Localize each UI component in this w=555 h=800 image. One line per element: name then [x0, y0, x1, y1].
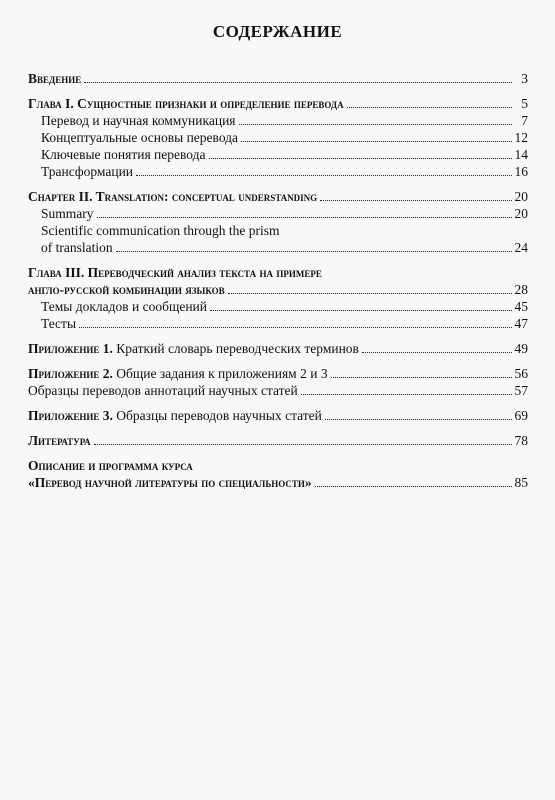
- dot-leader: [301, 394, 512, 395]
- toc-entry-course-line1: Описание и программа курса: [28, 458, 193, 473]
- toc-page-number: 47: [514, 316, 528, 331]
- toc-page-number: 28: [514, 282, 528, 297]
- toc-page-number: 20: [514, 189, 528, 204]
- dot-leader: [325, 419, 512, 420]
- toc-page-number: 45: [514, 299, 528, 314]
- toc-entry-label: Темы докладов и сообщений: [41, 299, 208, 314]
- toc-page-number: 12: [514, 130, 528, 145]
- toc-entry-label: Тесты: [41, 316, 77, 331]
- toc-entry-chapter-3-line1: Глава III. Переводческий анализ текста на примере: [28, 265, 322, 280]
- toc-entry-label: of translation: [41, 240, 113, 255]
- toc-entry-intro[interactable]: [28, 70, 528, 87]
- toc-entry-label: Литература: [28, 433, 91, 448]
- dot-leader: [239, 124, 513, 125]
- toc-page-number: 49: [514, 341, 528, 356]
- toc-entry-ch2-s2-line1: Scientific communication through the prism: [41, 223, 280, 238]
- appendix-title: Общие задания к приложениям 2 и 3: [112, 366, 328, 381]
- toc-page-number: 7: [521, 113, 528, 128]
- toc-page-number: 69: [514, 408, 528, 423]
- toc-entry-ch1-s3[interactable]: [28, 146, 528, 163]
- toc-entry-label: Ключевые понятия перевода: [41, 147, 206, 162]
- toc-entry-label: Summary: [41, 206, 94, 221]
- toc-entry-appendix-2[interactable]: [28, 365, 528, 382]
- dot-leader: [79, 327, 512, 328]
- dot-leader: [94, 444, 512, 445]
- toc-page-number: 56: [514, 366, 528, 381]
- toc-entry-label: Перевод и научная коммуникация: [41, 113, 236, 128]
- toc-entry-label: [28, 407, 322, 424]
- toc-entry-appendix-2-s1[interactable]: [28, 382, 528, 399]
- toc-entry-ch1-s4[interactable]: [28, 163, 528, 180]
- dot-leader: [241, 141, 512, 142]
- toc-page-number: 24: [514, 240, 528, 255]
- toc-entry-appendix-1[interactable]: [28, 340, 528, 357]
- toc-entry-label: Глава I. Сущностные признаки и определение перевода: [28, 96, 344, 111]
- toc-entry-label: Введение: [28, 71, 82, 86]
- toc-entry-ch2-s1[interactable]: [28, 205, 528, 222]
- dot-leader: [362, 352, 512, 353]
- toc-entry-label: Образцы переводов аннотаций научных статей: [28, 383, 298, 398]
- toc-entry-chapter-1[interactable]: [28, 95, 528, 112]
- toc-entry-label: [28, 340, 359, 357]
- toc-page-number: 3: [521, 71, 528, 86]
- dot-leader: [331, 377, 512, 378]
- dot-leader: [209, 158, 513, 159]
- dot-leader: [210, 310, 512, 311]
- toc-page-number: 78: [514, 433, 528, 448]
- dot-leader: [136, 175, 512, 176]
- dot-leader: [228, 293, 512, 294]
- toc-entry-label: Chapter II. Translation: conceptual understanding: [28, 189, 318, 204]
- toc-entry-chapter-2[interactable]: [28, 188, 528, 205]
- table-of-contents: [28, 70, 528, 491]
- page-title: СОДЕРЖАНИЕ: [212, 22, 343, 41]
- dot-leader: [320, 200, 512, 201]
- toc-page-number: 85: [514, 475, 528, 490]
- toc-page-number: 5: [521, 96, 528, 111]
- toc-page-number: 16: [514, 164, 528, 179]
- toc-entry-ch1-s1[interactable]: [28, 112, 528, 129]
- toc-entry-ch3-s2[interactable]: [28, 315, 528, 332]
- toc-entry-label: «Перевод научной литературы по специальности»: [28, 475, 312, 490]
- toc-entry-label: Трансформации: [41, 164, 134, 179]
- toc-entry-ch3-s1[interactable]: [28, 298, 528, 315]
- toc-entry-ch2-s2[interactable]: [28, 239, 528, 256]
- toc-entry-appendix-3[interactable]: [28, 407, 528, 424]
- dot-leader: [116, 251, 512, 252]
- toc-page-number: 57: [514, 383, 528, 398]
- appendix-title: Краткий словарь переводческих терминов: [112, 341, 359, 356]
- toc-page-number: 14: [514, 147, 528, 162]
- appendix-number: Приложение 2.: [28, 366, 113, 381]
- toc-entry-label: Концептуальные основы перевода: [41, 130, 239, 145]
- dot-leader: [347, 107, 512, 108]
- dot-leader: [315, 486, 512, 487]
- toc-entry-ch1-s2[interactable]: [28, 129, 528, 146]
- dot-leader: [97, 217, 513, 218]
- appendix-number: Приложение 3.: [28, 408, 113, 423]
- appendix-title: Образцы переводов научных статей: [112, 408, 322, 423]
- toc-entry-label: англо-русской комбинации языков: [28, 282, 225, 297]
- toc-entry-literature[interactable]: [28, 432, 528, 449]
- toc-entry-label: [28, 365, 328, 382]
- toc-page-number: 20: [514, 206, 528, 221]
- toc-entry-course[interactable]: [28, 474, 528, 491]
- dot-leader: [84, 82, 512, 83]
- toc-entry-chapter-3[interactable]: [28, 281, 528, 298]
- appendix-number: Приложение 1.: [28, 341, 113, 356]
